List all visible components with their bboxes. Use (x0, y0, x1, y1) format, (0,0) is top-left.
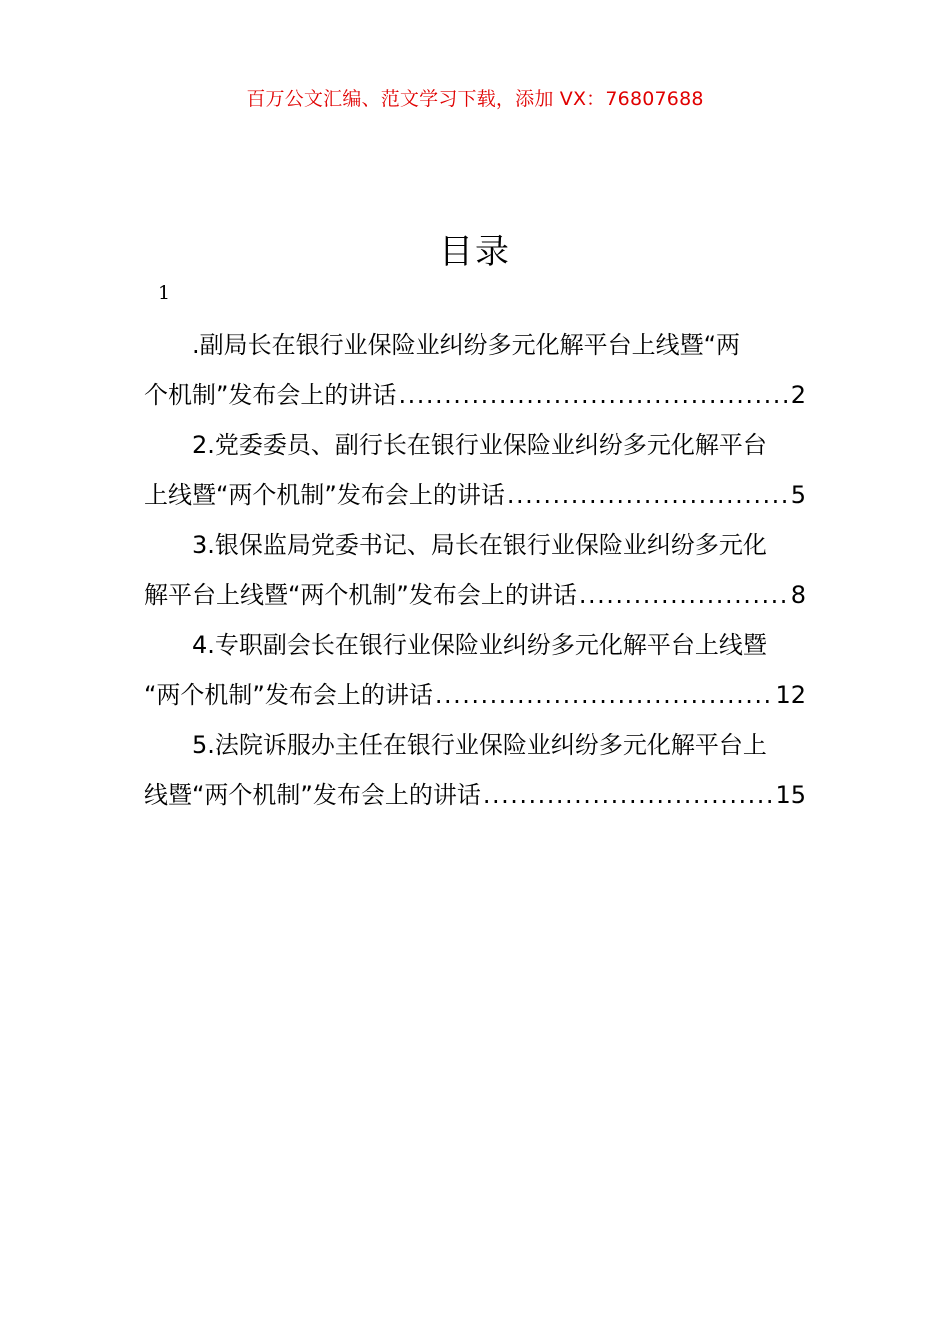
dot-leader (398, 370, 788, 420)
toc-page-number: 5 (790, 481, 806, 509)
toc-entry-title: 2.党委委员、副行长在银行业保险业纠纷多元化解平台 (192, 431, 767, 459)
toc-entry-title: 3.银保监局党委书记、局长在银行业保险业纠纷多元化 (192, 531, 767, 559)
dot-leader (507, 470, 789, 520)
toc-entry-2[interactable] (144, 420, 806, 520)
page-title: 目录 (439, 232, 511, 272)
table-of-contents (144, 320, 806, 820)
dot-leader (435, 670, 774, 720)
toc-entry-3[interactable] (144, 520, 806, 620)
toc-entry-title-tail: 上线暨“两个机制”发布会上的讲话 (144, 481, 505, 509)
toc-page-number: 8 (790, 581, 806, 609)
toc-page-number: 15 (775, 781, 806, 809)
dot-leader (579, 570, 789, 620)
toc-entry-1[interactable] (144, 320, 806, 420)
toc-entry-title-tail: 个机制”发布会上的讲话 (144, 381, 397, 409)
toc-entry-5[interactable] (144, 720, 806, 820)
toc-entry-title-tail: 解平台上线暨“两个机制”发布会上的讲话 (144, 581, 577, 609)
toc-page-number: 12 (775, 681, 806, 709)
toc-entry-title-tail: 线暨“两个机制”发布会上的讲话 (144, 781, 481, 809)
toc-entry-title: 4.专职副会长在银行业保险业纠纷多元化解平台上线暨 (192, 631, 767, 659)
toc-entry-4[interactable] (144, 620, 806, 720)
toc-entry-title-continued (144, 570, 806, 620)
toc-page-number: 2 (790, 381, 806, 409)
toc-entry-title-continued (144, 370, 806, 420)
toc-entry-title-tail: “两个机制”发布会上的讲话 (144, 681, 433, 709)
watermark-header: 百万公文汇编、范文学习下载，添加 VX：76807688 (246, 88, 704, 110)
stray-number: 1 (158, 282, 171, 304)
toc-entry-title-continued (144, 670, 806, 720)
toc-entry-title: 5.法院诉服办主任在银行业保险业纠纷多元化解平台上 (192, 731, 767, 759)
toc-entry-title-continued (144, 770, 806, 820)
dot-leader (483, 770, 774, 820)
toc-entry-title-continued (144, 470, 806, 520)
toc-entry-title: .副局长在银行业保险业纠纷多元化解平台上线暨“两 (192, 331, 741, 359)
